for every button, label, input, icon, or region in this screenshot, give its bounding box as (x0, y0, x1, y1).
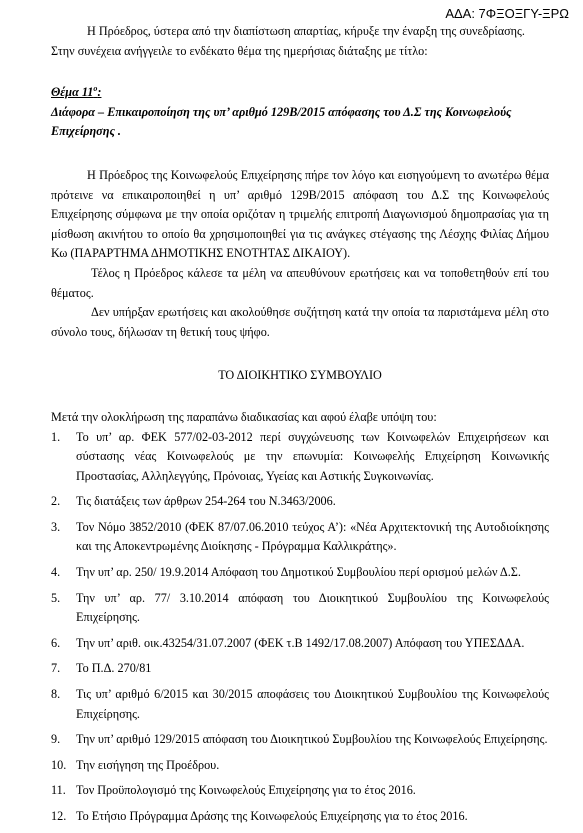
topic-label (51, 83, 549, 103)
list-item (51, 781, 549, 801)
list-item (51, 730, 549, 750)
list-item-text: Τις υπ’ αριθμό 6/2015 και 30/2015 αποφάσεις του Διοικητικού Συμβουλίου της Κοινωφελούς Επιχείρησης. (76, 687, 549, 721)
board-lead: Μετά την ολοκλήρωση της παραπάνω διαδικασίας και αφού έλαβε υπόψη του: (51, 409, 437, 424)
list-item-number: 2. (51, 494, 61, 509)
list-item (51, 685, 549, 724)
list-item-number: 10. (51, 757, 67, 772)
list-item-number: 4. (51, 565, 61, 580)
list-item-number: 9. (51, 732, 61, 747)
list-item-text: Την υπ’ αριθ. οικ.43254/31.07.2007 (ΦΕΚ τ.Β 1492/17.08.2007) Απόφαση του ΥΠΕΣΔΔΑ. (76, 635, 525, 650)
body-paragraph-1: Η Πρόεδρος της Κοινωφελούς Επιχείρησης πήρε τον λόγο και εισηγούμενη το ανωτέρω θέμα πρότεινε να επικαιροποιηθεί η υπ’ αριθμό 129Β/2015 απόφαση του Δ.Σ της Κοινωφελούς Επιχείρησης σύμφωνα με την οποία οριζόταν η τριμελής επιτροπή Διαγωνισμού δημοπρασίας για τη μίσθωση ακινήτου το οποίο θα χρησιμοποιηθεί για τις ανάγκες στέγασης της Λέσχης Φιλίας Δήμου Κω (ΠΑΡΑΡΤΗΜΑ ΔΗΜΟΤΙΚΗΣ ΕΝΟΤΗΤΑΣ ΔΙΚΑΙΟΥ). (51, 167, 549, 261)
list-item-text: Την υπ’ αρ. 77/ 3.10.2014 απόφαση του Διοικητικού Συμβουλίου της Κοινωφελούς Επιχείρησης. (76, 590, 549, 625)
list-item (51, 807, 549, 827)
list-item-number: 12. (51, 809, 67, 823)
list-item (51, 589, 549, 628)
list-item-text: Τις διατάξεις των άρθρων 254-264 του Ν.3463/2006. (76, 494, 336, 509)
body-paragraph-3: Δεν υπήρξαν ερωτήσεις και ακολούθησε συζήτηση κατά την οποία τα παριστάμενα μέλη στο σύνολο τους, δήλωσαν τη θετική τους ψήφο. (51, 305, 549, 339)
considerations-list (51, 428, 549, 827)
list-item-number: 8. (51, 687, 61, 702)
list-item (51, 659, 549, 679)
list-item (51, 634, 549, 654)
list-item-number: 1. (51, 429, 61, 444)
board-heading: ΤΟ ΔΙΟΙΚΗΤΙΚΟ ΣΥΜΒΟΥΛΙΟ (218, 368, 382, 383)
list-item (51, 518, 549, 557)
list-item-text: Το Ετήσιο Πρόγραμμα Δράσης της Κοινωφελούς Επιχείρησης για το έτος 2016. (76, 809, 468, 823)
topic-number: Θέμα $11^o$: (51, 84, 102, 100)
list-item-number: 5. (51, 590, 61, 605)
list-item (51, 563, 549, 583)
list-item-text: Την εισήγηση της Προέδρου. (76, 757, 220, 772)
list-item-number: 6. (51, 635, 61, 650)
list-item-text: Το υπ’ αρ. ΦΕΚ 577/02-03-2012 περί συγχώνευσης των Κοινωφελών Επιχειρήσεων και σύστασης νέας Κοινωφελούς με την επωνυμία: Κοινωφελής Επιχείρηση Κοινωνικής Προστασίας, Αλληλεγγύης, Πρόνοιας, Υγείας και Αστικής Συγκοινωνίας. (76, 429, 549, 483)
list-item-number: 7. (51, 661, 61, 676)
list-item-text: Την υπ’ αρ. 250/ 19.9.2014 Απόφαση του Δημοτικού Συμβουλίου περί ορισμού μελών Δ.Σ. (76, 565, 521, 580)
list-item-text: Το Π.Δ. 270/81 (76, 661, 152, 676)
list-item (51, 756, 549, 776)
list-item-text: Τον Προϋπολογισμό της Κοινωφελούς Επιχείρησης για το έτος 2016. (76, 783, 416, 798)
ada-code: ΑΔΑ: 7ΦΞΟΞΓΥ-ΞΡΩ (445, 6, 569, 21)
document-body (51, 22, 549, 833)
list-item-text: Την υπ’ αριθμό 129/2015 απόφαση του Διοικητικού Συμβουλίου της Κοινωφελούς Επιχείρησης. (76, 732, 548, 747)
list-item-number: 11. (51, 783, 66, 798)
list-item (51, 428, 549, 487)
list-item (51, 492, 549, 512)
body-paragraph-2: Τέλος η Πρόεδρος κάλεσε τα μέλη να απευθύνουν ερωτήσεις και να τοποθετηθούν επί του θέματος. (51, 265, 549, 300)
intro-paragraph-2: Στην συνέχεια ανήγγειλε το ενδέκατο θέμα της ημερήσιας διάταξης με τίτλο: (51, 43, 428, 58)
list-item-text: Τον Νόμο 3852/2010 (ΦΕΚ 87/07.06.2010 τεύχος Α’): «Νέα Αρχιτεκτονική της Αυτοδιοίκησης και της Αποκεντρωμένης Διοίκησης - Πρόγραμμα Καλλικράτης». (76, 519, 549, 554)
list-item-number: 3. (51, 519, 61, 534)
intro-paragraph-1: Η Πρόεδρος, ύστερα από την διαπίστωση απαρτίας, κήρυξε την έναρξη της συνεδρίασης. (87, 24, 525, 38)
topic-title: Διάφορα – Επικαιροποίηση της υπ’ αριθμό 129Β/2015 απόφασης του Δ.Σ της Κοινωφελούς Επιχείρησης . (51, 104, 512, 139)
